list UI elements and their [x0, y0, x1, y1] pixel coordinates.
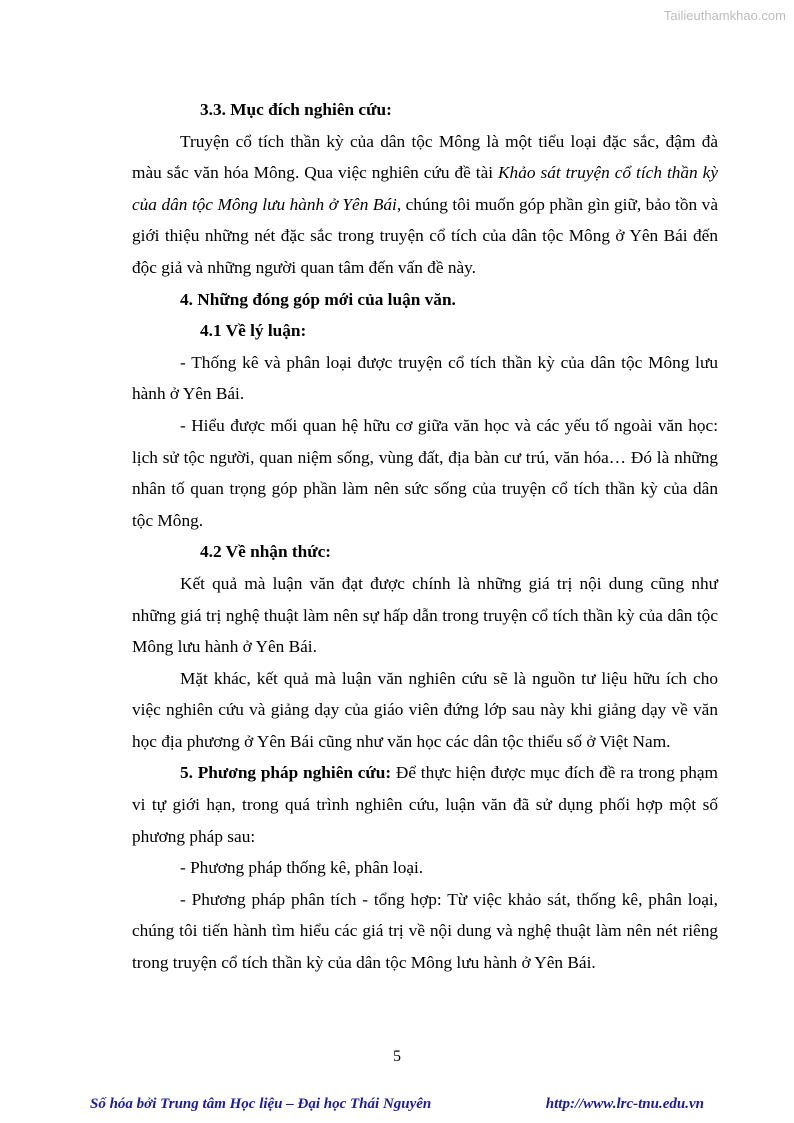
thesis-title-italic: Khảo sát truyện cổ tích thần kỳ của dân tộc Mông lưu hành ở Yên Bái [132, 163, 718, 214]
paragraph-methods [132, 757, 718, 852]
heading-4-1: 4.1 Về lý luận: [200, 321, 307, 341]
paragraph-purpose-post: , chúng tôi muốn góp phần gìn giữ, bảo tồn và giới thiệu những nét đặc sắc trong truyện cổ tích của dân tộc Mông ở Yên Bái đến độc giả và những người quan tâm đến vấn đề này. [132, 194, 718, 277]
paragraph-method-1: - Phương pháp thống kê, phân loại. [180, 858, 424, 878]
paragraph-method-2: - Phương pháp phân tích - tổng hợp: Từ việc khảo sát, thống kê, phân loại, chúng tôi tiến hành tìm hiểu các giá trị về nội dung và nghệ thuật làm nên nét riêng trong truyện cổ tích thần kỳ của dân tộc Mông lưu hành ở Yên Bái. [132, 889, 718, 973]
page-number: 5 [393, 1048, 401, 1065]
paragraph-awareness-1: Kết quả mà luận văn đạt được chính là những giá trị nội dung cũng như những giá trị nghệ thuật làm nên sự hấp dẫn trong truyện cổ tích thần kỳ của dân tộc Mông lưu hành ở Yên Bái. [132, 573, 718, 657]
heading-5: 5. Phương pháp nghiên cứu: [180, 763, 392, 783]
heading-4-2: 4.2 Về nhận thức: [200, 542, 332, 562]
heading-4: 4. Những đóng góp mới của luận văn. [180, 289, 456, 309]
heading-3-3: 3.3. Mục đích nghiên cứu: [200, 100, 392, 119]
paragraph-purpose [132, 126, 718, 284]
document-body [132, 94, 718, 979]
footer [90, 1096, 704, 1113]
paragraph-theory-1: - Thống kê và phân loại được truyện cổ tích thần kỳ của dân tộc Mông lưu hành ở Yên Bái. [132, 352, 718, 404]
paragraph-awareness-2: Mặt khác, kết quả mà luận văn nghiên cứu sẽ là nguồn tư liệu hữu ích cho việc nghiên cứu và giảng dạy của giáo viên đứng lớp sau này khi giảng dạy về văn học địa phương ở Yên Bái cũng như văn học các dân tộc thiểu số ở Việt Nam. [132, 668, 718, 751]
paragraph-methods-text: Để thực hiện được mục đích đề ra trong phạm vi tự giới hạn, trong quá trình nghiên cứu, luận văn đã sử dụng phối hợp một số phương pháp sau: [132, 763, 718, 846]
paragraph-purpose-pre: Truyện cổ tích thần kỳ của dân tộc Mông là một tiểu loại đặc sắc, đậm đà màu sắc văn hóa Mông. Qua việc nghiên cứu đề tài [132, 131, 718, 183]
paragraph-theory-2: - Hiểu được mối quan hệ hữu cơ giữa văn học và các yếu tố ngoài văn học: lịch sử tộc người, quan niệm sống, vùng đất, địa bàn cư trú, văn hóa… Đó là những nhân tố quan trọng góp phần làm nên sức sống của truyện cổ tích thần kỳ của dân tộc Mông. [132, 415, 718, 530]
footer-url-link[interactable]: http://www.lrc-tnu.edu.vn [545, 1096, 704, 1112]
footer-left-text: Số hóa bởi Trung tâm Học liệu – Đại học Thái Nguyên [90, 1096, 432, 1112]
watermark: Tailieuthamkhao.com [663, 8, 786, 23]
